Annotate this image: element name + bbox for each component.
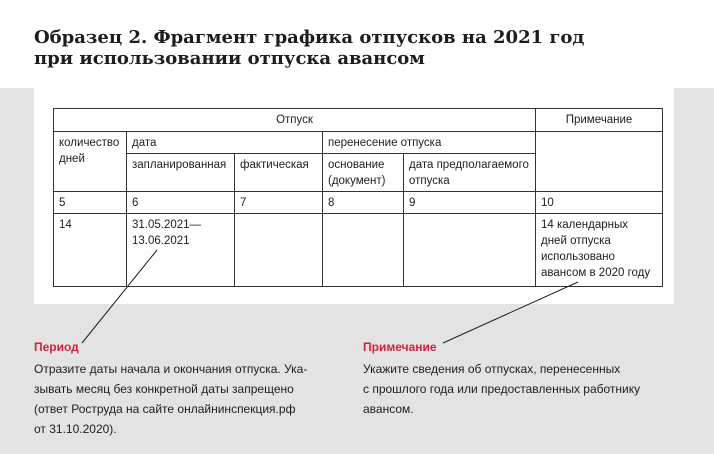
header-vacation: Отпуск [54,109,536,132]
remark-note-heading: Примечание [363,340,437,354]
header-expected-date: дата предполагаемого отпуска [404,154,536,192]
period-note-line: от 31.10.2020). [34,422,117,436]
title-line-2: при использовании отпуска авансом [34,48,425,69]
period-note-heading: Период [34,340,79,354]
column-number: 9 [404,192,536,214]
header-transfer: перенесение отпуска [323,132,536,154]
column-number: 5 [54,192,127,214]
period-pointer-line [82,250,157,343]
period-note-line: Отразите даты начала и окончания отпуска. Ука- [34,362,308,376]
header-planned: запланированная [127,154,235,192]
header-date: дата [127,132,323,154]
remark-note-text [363,359,640,419]
column-number: 8 [323,192,404,214]
column-number: 7 [235,192,323,214]
header-basis: основание (документ) [323,154,404,192]
title-line-1: Образец 2. Фрагмент графика отпусков на 2021 год [34,27,585,48]
cell-remark: 14 календарных дней отпуска использовано авансом в 2020 году [536,214,663,287]
cell-days: 14 [54,214,127,287]
column-number: 6 [127,192,235,214]
remark-note-line: с прошлого года или предоставленных работнику [363,382,641,396]
cell-planned-date: 31.05.2021— 13.06.2021 [127,214,235,287]
period-note-text [34,359,307,439]
period-note-line: (ответ Роструда на сайте онлайнинспекция.рф [34,402,296,416]
header-actual: фактическая [235,154,323,192]
remark-pointer-line [443,282,578,343]
remark-note-line: авансом. [363,402,414,416]
remark-note-line: Укажите сведения об отпусках, перенесенных [363,362,621,376]
header-remark: Примечание [536,109,663,132]
column-number: 10 [536,192,663,214]
header-days-count: количество дней [54,132,127,192]
period-note-line: зывать месяц без конкретной даты запрещено [34,382,294,396]
